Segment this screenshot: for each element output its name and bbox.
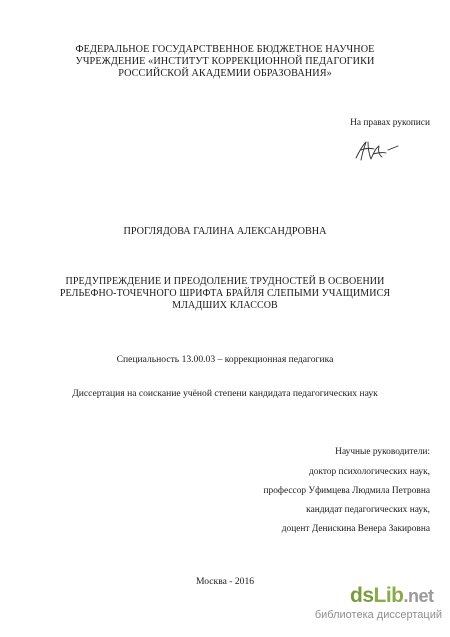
handwritten-signature [352,136,400,166]
supervisor-2-degree: кандидат педагогических наук, [306,505,430,515]
title-line-3: МЛАДШИХ КЛАССОВ [172,300,278,311]
author-name: ПРОГЛЯДОВА ГАЛИНА АЛЕКСАНДРОВНА [123,226,327,237]
supervisors-heading: Научные руководители: [335,447,430,457]
institution-line-1: ФЕДЕРАЛЬНОЕ ГОСУДАРСТВЕННОЕ БЮДЖЕТНОЕ НАУЧНОЕ [75,44,375,55]
supervisor-1-name: профессор Уфимцева Людмила Петровна [263,486,430,496]
supervisor-1-degree: доктор психологических наук, [308,467,430,477]
dslib-watermark [314,584,446,626]
title-line-1: ПРЕДУПРЕЖДЕНИЕ И ПРЕОДОЛЕНИЕ ТРУДНОСТЕЙ В ОСВОЕНИИ [65,276,385,287]
rights-note: На правах рукописи [350,118,430,128]
dslib-logo-lib: Lib [373,584,404,607]
dissertation-line: Диссертация на соискание учёной степени кандидата педагогических наук [72,388,378,399]
institution-line-3: РОССИЙСКОЙ АКАДЕМИИ ОБРАЗОВАНИЯ» [118,68,332,79]
place-year: Москва - 2016 [195,576,255,587]
specialty-line: Специальность 13.00.03 – коррекционная педагогика [116,354,334,365]
dslib-logo [350,584,434,608]
dslib-subtitle: библиотека диссертаций [314,609,442,621]
supervisor-2-name: доцент Денискина Венера Закировна [281,524,430,534]
title-line-2: РЕЛЬЕФНО-ТОЧЕЧНОГО ШРИФТА БРАЙЛЯ СЛЕПЫМИ УЧАЩИМИСЯ [59,288,391,299]
dslib-logo-net: .net [403,586,434,606]
institution-line-2: УЧРЕЖДЕНИЕ «ИНСТИТУТ КОРРЕКЦИОННОЙ ПЕДАГОГИКИ [75,56,375,67]
dslib-logo-ds: ds [350,584,374,607]
